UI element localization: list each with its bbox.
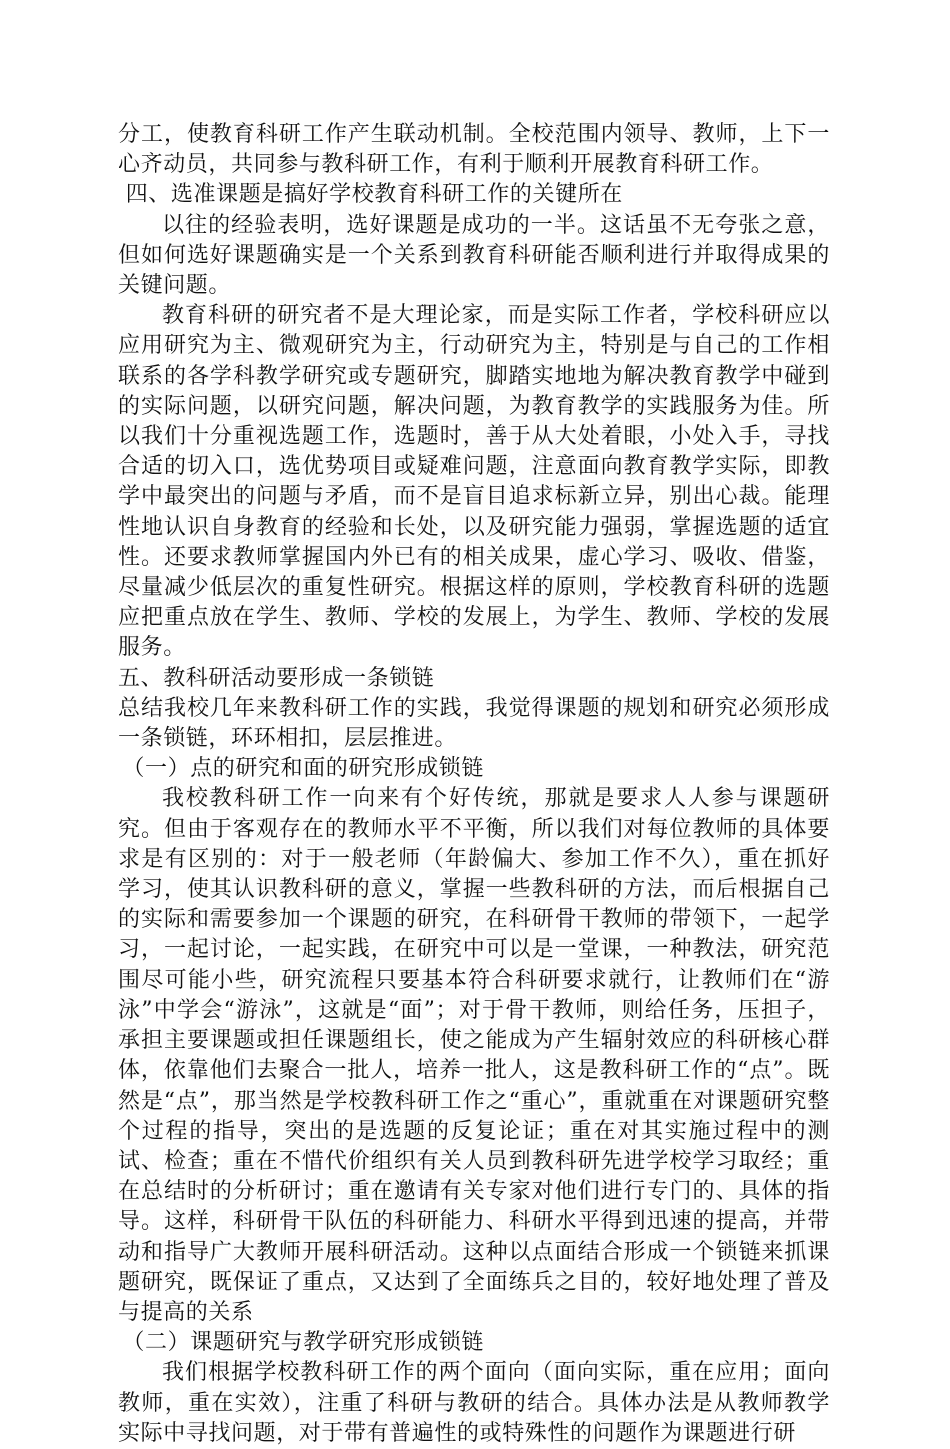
subsection-2-paragraph: 我们根据学校教科研工作的两个面向（面向实际，重在应用；面向教师，重在实效），注重了科研与教研的结合。具体办法是从教师教学实际中寻找问题，对于带有普遍性的或特殊性的问题作为课题进行研 [118, 1360, 830, 1446]
subsection-1-paragraph: 我校教科研工作一向来有个好传统，那就是要求人人参与课题研究。但由于客观存在的教师水平不平衡，所以我们对每位教师的具体要求是有区别的：对于一般老师（年龄偏大、参加工作不久），重在抓好学习，使其认识教科研的意义，掌握一些教科研的方法，而后根据自己的实际和需要参加一个课题的研究，在科研骨干教师的带领下，一起学习，一起讨论，一起实践，在研究中可以是一堂课，一种教法，研究范围尽可能小些，研究流程只要基本符合科研要求就行，让教师们在“游泳”中学会“游泳”，这就是“面”；对于骨干教师，则给任务，压担子，承担主要课题或担任课题组长，使之能成为产生辐射效应的科研核心群体，依靠他们去聚合一批人，培养一批人，这是教科研工作的“点”。既然是“点”，那当然是学校教科研工作之“重心”，重就重在对课题研究整个过程的指导，突出的是选题的反复论证；重在对其实施过程中的测试、检查；重在不惜代价组织有关人员到教科研先进学校学习取经；重在总结时的分析研讨；重在邀请有关专家对他们进行专门的、具体的指导。这样，科研骨干队伍的科研能力、科研水平得到迅速的提高，并带动和指导广大教师开展科研活动。这种以点面结合形成一个锁链来抓课题研究，既保证了重点，又达到了全面练兵之目的，较好地处理了普及与提高的关系 [118, 786, 830, 1325]
section-4-paragraph-1: 以往的经验表明，选好课题是成功的一半。这话虽不无夸张之意，但如何选好课题确实是一个关系到教育科研能否顺利进行并取得成果的关键问题。 [118, 212, 830, 299]
section-5-intro: 总结我校几年来教科研工作的实践，我觉得课题的规划和研究必须形成一条锁链，环环相扣，层层推进。 [118, 695, 830, 752]
subsection-2-heading: （二）课题研究与教学研究形成锁链 [122, 1330, 484, 1356]
section-4-heading: 四、选准课题是搞好学校教育科研工作的关键所在 [125, 182, 623, 208]
subsection-1-heading: （一）点的研究和面的研究形成锁链 [122, 756, 484, 782]
intro-paragraph: 分工，使教育科研工作产生联动机制。全校范围内领导、教师，上下一心齐动员，共同参与教科研工作，有利于顺利开展教育科研工作。 [118, 122, 830, 178]
section-5-heading: 五、教科研活动要形成一条锁链 [118, 665, 435, 691]
document-page [118, 120, 830, 1449]
section-4-paragraph-2: 教育科研的研究者不是大理论家，而是实际工作者，学校科研应以应用研究为主、微观研究为主，行动研究为主，特别是与自己的工作相联系的各学科教学研究或专题研究，脚踏实地地为解决教育教学中碰到的实际问题，以研究问题，解决问题，为教育教学的实践服务为佳。所以我们十分重视选题工作，选题时，善于从大处着眼，小处入手，寻找合适的切入口，选优势项目或疑难问题，注意面向教育教学实际，即教学中最突出的问题与矛盾，而不是盲目追求标新立异，别出心裁。能理性地认识自身教育的经验和长处，以及研究能力强弱，掌握选题的适宜性。还要求教师掌握国内外已有的相关成果，虚心学习、吸收、借鉴，尽量减少低层次的重复性研究。根据这样的原则，学校教育科研的选题应把重点放在学生、教师、学校的发展上，为学生、教师、学校的发展服务。 [118, 303, 830, 661]
